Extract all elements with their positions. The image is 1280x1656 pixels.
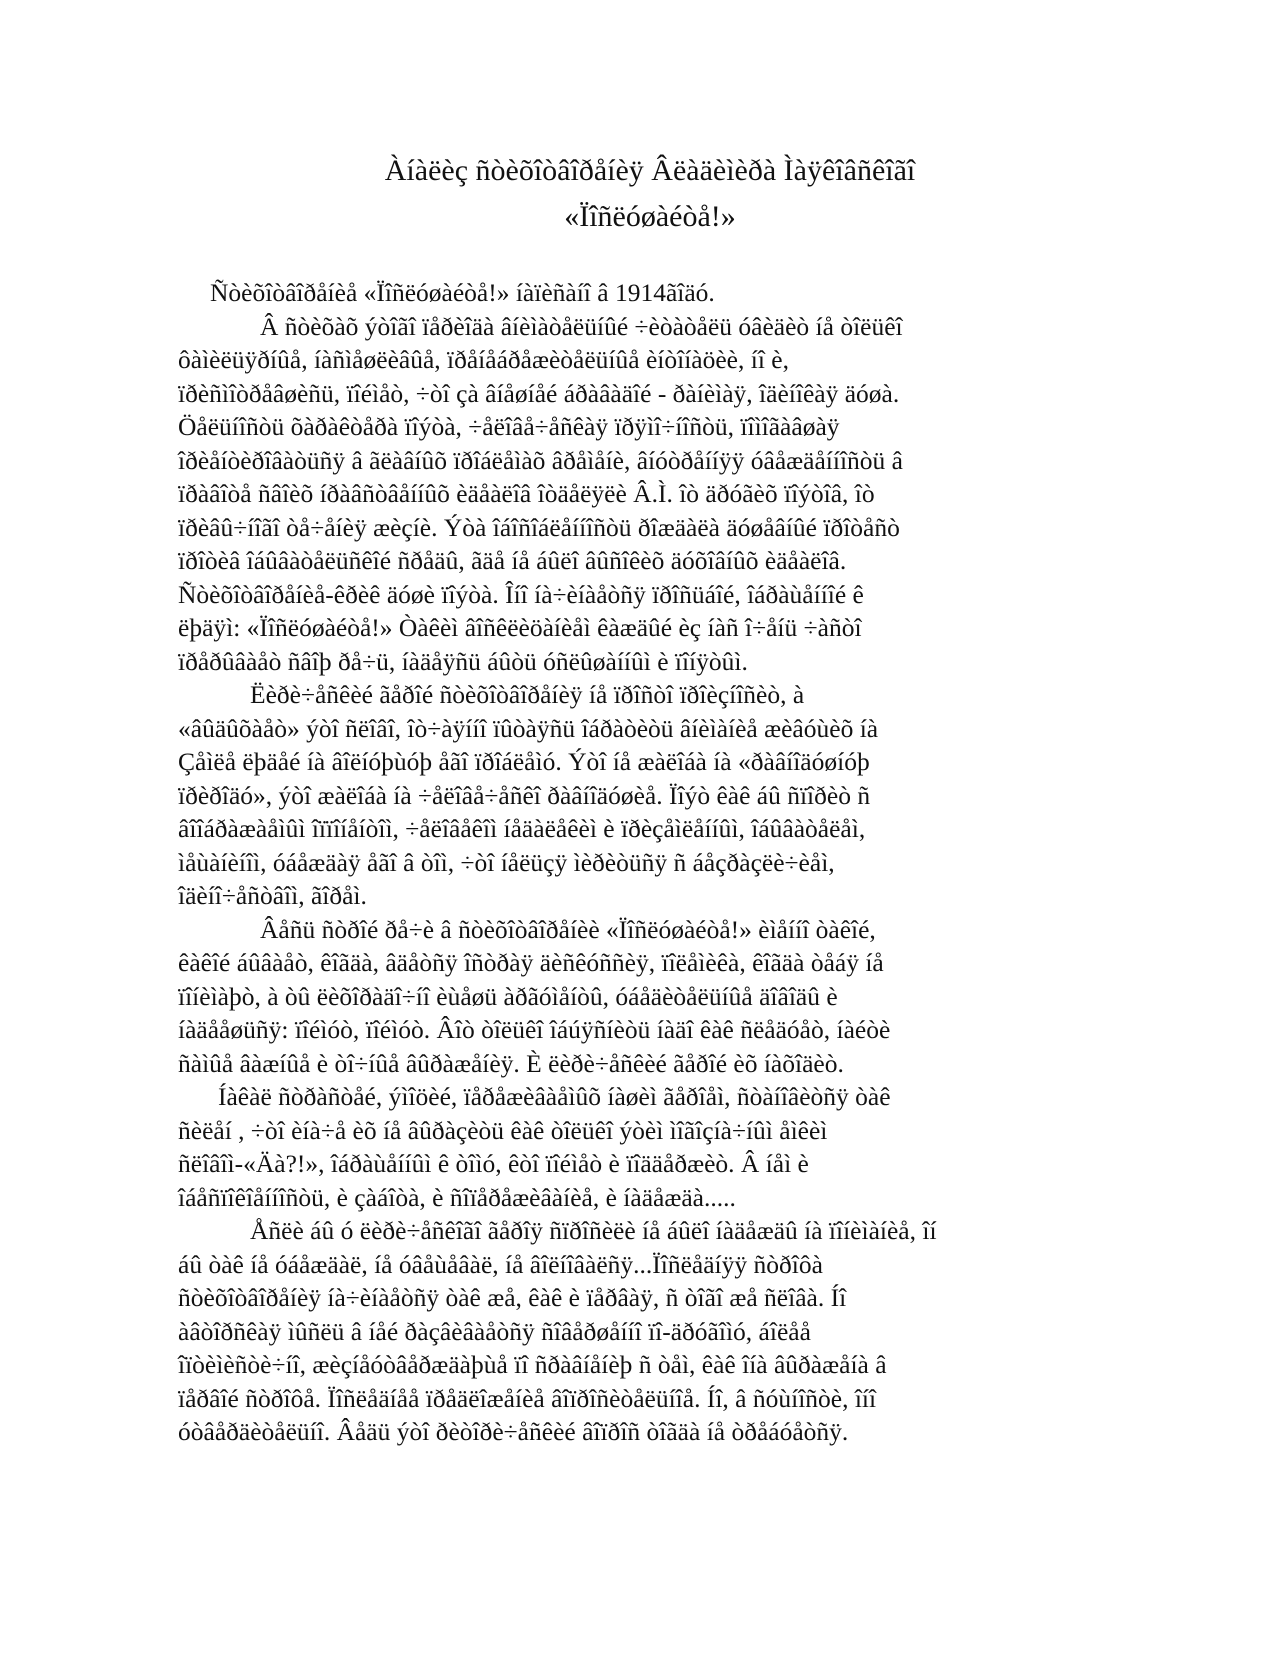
text-line: áû òàê íå óáåæäàë, íå óâåùåâàë, íå âîëíîâàëñÿ...Ïîñëåäíÿÿ ñòðîôà	[178, 1249, 823, 1279]
text-line: ïåðâîé ñòðîôå. Ïîñëåäíåå ïðåäëîæåíèå âîïðîñèòåëüíîå. Íî, â ñóùíîñòè, îíî	[178, 1383, 877, 1413]
text-line: ïðîòèâ îáûâàòåëüñêîé ñðåäû, ãäå íå áûëî âûñîêèõ äóõîâíûõ èäåàëîâ.	[178, 546, 847, 575]
text-line: Íàêàë ñòðàñòåé, ýìîöèé, ïåðåæèâàåìûõ íàøèì ãåðîåì, ñòàíîâèòñÿ òàê	[218, 1082, 891, 1111]
text-line: îðèåíòèðîâàòüñÿ â ãëàâíûõ ïðîáëåìàõ âðåìåíè, âíóòðåííÿÿ óâåæäåííîñòü â	[178, 445, 903, 475]
text-line: ñëîâîì-«Äà?!», îáðàùåííûì ê òîìó, êòî ïîéìåò è ïîääåðæèò. Â íåì è	[178, 1149, 809, 1178]
title-line-2: «Ïîñëóøàéòå!»	[564, 200, 736, 233]
text-line: ïðèñìîòðåâøèñü, ïîéìåò, ÷òî çà âíåøíåé áðàâàäîé - ðàíèìàÿ, îäèíîêàÿ äóøà.	[178, 378, 900, 408]
title-line-1: Àíàëèç ñòèõîòâîðåíèÿ Âëàäèìèðà Ìàÿêîâñêîãî	[384, 154, 916, 187]
text-line: íàäååøüñÿ: ïîéìóò, ïîéìóò. Âîò òîëüêî îáúÿñíèòü íàäî êàê ñëåäóåò, íàéòè	[178, 1015, 891, 1044]
paragraph	[178, 1080, 1078, 1214]
paragraph	[178, 678, 1078, 913]
text-line: îäèíî÷åñòâîì, ãîðåì.	[178, 881, 367, 910]
text-line: Öåëüíîñòü õàðàêòåðà ïîýòà, ÷åëîâå÷åñêàÿ ïðÿìî÷íîñòü, ïîìîãàâøàÿ	[178, 412, 840, 441]
paragraph	[178, 276, 1078, 310]
text-line: ïðàâîòå ñâîèõ íðàâñòâåííûõ èäåàëîâ îòäåëÿëè Â.Ì. îò äðóãèõ ïîýòîâ, îò	[178, 479, 875, 508]
document-body	[178, 276, 1078, 1449]
text-line: Åñëè áû ó ëèðè÷åñêîãî ãåðîÿ ñïðîñèëè íå áûëî íàäåæäû íà ïîíèìàíèå, îí	[250, 1216, 937, 1245]
text-line: óòâåðäèòåëüíî. Âåäü ýòî ðèòîðè÷åñêèé âîïðîñ òîãäà íå òðåáóåòñÿ.	[178, 1417, 849, 1446]
text-line: ìåùàíèíîì, óáåæäàÿ åãî â òîì, ÷òî íåëüçÿ ìèðèòüñÿ ñ áåçðàçëè÷èåì,	[178, 847, 835, 877]
text-line: ïðèðîäó», ýòî æàëîáà íà ÷åëîâå÷åñêî ðàâíîäóøèå. Ïîýò êàê áû ñïîðèò ñ	[178, 780, 871, 810]
text-line: àâòîðñêàÿ ìûñëü â íåé ðàçâèâàåòñÿ ñîâåðøåííî ïî-äðóãîìó, áîëåå	[178, 1316, 811, 1346]
text-line: ñèëåí , ÷òî èíà÷å èõ íå âûðàçèòü êàê òîëüêî ýòèì ìîãîçíà÷íûì åìêèì	[178, 1115, 828, 1145]
text-line: ñòèõîòâîðåíèÿ íà÷èíàåòñÿ òàê æå, êàê è ïåðâàÿ, ñ òîãî æå ñëîâà. Íî	[178, 1283, 847, 1312]
text-line: Âåñü ñòðîé ðå÷è â ñòèõîòâîðåíèè «Ïîñëóøàéòå!» èìåííî òàêîé,	[260, 914, 876, 944]
text-line: Ñòèõîòâîðåíèå-êðèê äóøè ïîýòà. Îíî íà÷èíàåòñÿ ïðîñüáîé, îáðàùåííîé ê	[178, 579, 864, 609]
text-line: ëþäÿì: «Ïîñëóøàéòå!» Òàêèì âîñêëèöàíèåì êàæäûé èç íàñ î÷åíü ÷àñòî	[178, 613, 862, 642]
text-line: «âûäûõàåò» ýòî ñëîâî, îò÷àÿííî ïûòàÿñü îáðàòèòü âíèìàíèå æèâóùèõ íà	[178, 713, 879, 743]
paragraph	[178, 310, 1078, 679]
text-line: îáåñïîêîåííîñòü, è çàáîòà, è ñîïåðåæèâàíèå, è íàäåæäà.....	[178, 1182, 736, 1212]
text-line: ïðèâû÷íîãî òå÷åíèÿ æèçíè. Ýòà îáîñîáëåííîñòü ðîæäàëà äóøåâíûé ïðîòåñò	[178, 512, 900, 542]
document-title	[150, 148, 1150, 240]
text-line: Ëèðè÷åñêèé ãåðîé ñòèõîòâîðåíèÿ íå ïðîñòî ïðîèçíîñèò, à	[250, 680, 805, 709]
text-line: êàêîé áûâàåò, êîãäà, âäåòñÿ îñòðàÿ äèñêóññèÿ, ïîëåìèêà, êîãäà òåáÿ íå	[178, 948, 884, 977]
text-line: âîîáðàæàåìûì îïïîíåíòîì, ÷åëîâåêîì íåäàëåêèì è ïðèçåìëåííûì, îáûâàòåëåì,	[178, 814, 866, 843]
text-line: Ñòèõîòâîðåíèå «Ïîñëóøàéòå!» íàïèñàíî â 1914ãîäó.	[210, 278, 715, 307]
text-line: ïðåðûâàåò ñâîþ ðå÷ü, íàäåÿñü áûòü óñëûøàííûì è ïîíÿòûì.	[178, 646, 748, 676]
text-line: ñàìûå âàæíûå è òî÷íûå âûðàæåíèÿ. È ëèðè÷åñêèé ãåðîé èõ íàõîäèò.	[178, 1048, 844, 1078]
text-line: Â ñòèõàõ ýòîãî ïåðèîäà âíèìàòåëüíûé ÷èòàòåëü óâèäèò íå òîëüêî	[260, 311, 903, 341]
text-line: ôàìèëüÿðíûå, íàñìåøëèâûå, ïðåíåáðåæèòåëüíûå èíòîíàöèè, íî è,	[178, 345, 789, 374]
text-line: ïîíèìàþò, à òû ëèõîðàäî÷íî èùåøü àðãóìåíòû, óáåäèòåëüíûå äîâîäû è	[178, 981, 838, 1011]
paragraph	[178, 1214, 1078, 1449]
text-line: îïòèìèñòè÷íî, æèçíåóòâåðæäàþùå ïî ñðàâíåíèþ ñ òåì, êàê îíà âûðàæåíà â	[178, 1350, 887, 1379]
text-line: Çåìëå ëþäåé íà âîëíóþùóþ åãî ïðîáëåìó. Ýòî íå æàëîáà íà «ðàâíîäóøíóþ	[178, 747, 870, 776]
paragraph	[178, 913, 1078, 1081]
